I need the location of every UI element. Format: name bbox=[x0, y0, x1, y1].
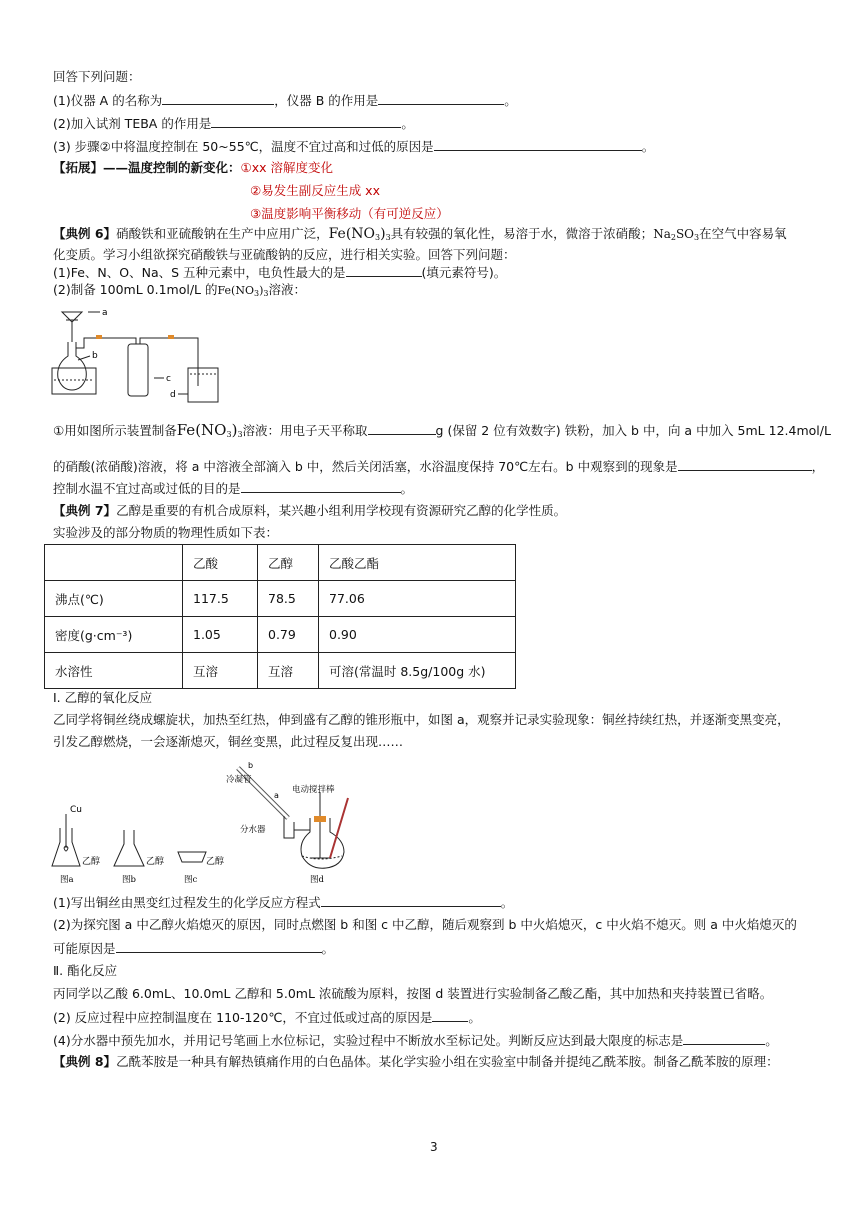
formula-part: 2 bbox=[670, 233, 676, 242]
answer-blank-limit-sign[interactable] bbox=[683, 1031, 765, 1045]
answer-blank-ex6-q1[interactable] bbox=[346, 263, 422, 277]
water-separator bbox=[284, 816, 294, 838]
formula-part: NO bbox=[235, 284, 254, 297]
table-cell: 互溶 bbox=[183, 653, 258, 689]
table-cell: 互溶 bbox=[258, 653, 319, 689]
label-c: c bbox=[166, 374, 171, 384]
dish-figure-c bbox=[178, 852, 206, 862]
example6-q1-text: (1)Fe、N、O、Na、S 五种元素中，电负性最大的是 bbox=[53, 265, 346, 280]
end-mark: 。 bbox=[321, 941, 335, 956]
q2-1-text-a: ①用如图所示装置制备 bbox=[53, 423, 177, 438]
formula-fe-no3-3: $Fe(NO_3)_3$ bbox=[328, 226, 391, 242]
formula-part: 3 bbox=[385, 233, 391, 242]
example8-label: 【典例 8】 bbox=[53, 1054, 117, 1069]
section1-q2-text: 可能原因是 bbox=[53, 941, 116, 956]
caption-fig-d: 图d bbox=[310, 875, 324, 885]
answer-blank-q3[interactable] bbox=[434, 137, 642, 151]
thermometer bbox=[330, 798, 348, 858]
table-cell: 77.06 bbox=[319, 581, 516, 617]
formula-fe-no3-3-small: $Fe(NO_3)_3$ bbox=[217, 284, 269, 298]
extension-label: 【拓展】——温度控制的新变化： bbox=[53, 160, 241, 175]
end-mark: 。 bbox=[468, 1010, 481, 1025]
example6-line1 bbox=[53, 225, 787, 247]
q2 bbox=[53, 114, 414, 133]
table-header-cell bbox=[45, 545, 183, 581]
q2-1-text-d: 的硝酸(浓硝酸)溶液，将 a 中溶液全部滴入 b 中，然后关闭活塞，水浴温度保持 70℃左右。b 中观察到的现象是 bbox=[53, 459, 678, 474]
example8-text: 乙酰苯胺是一种具有解热镇痛作用的白色晶体。某化学实验小组在实验室中制备并提纯乙酰苯胺。制备乙酰苯胺的原理： bbox=[116, 1054, 779, 1069]
example6-q2-1-line2 bbox=[53, 457, 824, 476]
q3 bbox=[53, 137, 654, 156]
example6-q1-tail: (填元素符号)。 bbox=[421, 265, 507, 280]
label-ethanol-b: 乙醇 bbox=[146, 857, 165, 867]
q2-text: (2)加入试剂 TEBA 的作用是 bbox=[53, 116, 212, 131]
section1-title: Ⅰ. 乙醇的氧化反应 bbox=[53, 690, 153, 705]
table-caption: 实验涉及的部分物质的物理性质如下表： bbox=[53, 525, 279, 540]
table-row bbox=[45, 581, 516, 617]
table-header-cell: 乙酸 bbox=[183, 545, 258, 581]
flask-figure-b bbox=[114, 830, 144, 866]
caption-fig-b: 图b bbox=[122, 875, 136, 885]
q-intro: 回答下列问题： bbox=[53, 69, 141, 84]
q3-text: (3) 步骤②中将温度控制在 50~55℃，温度不宜过高和过低的原因是 bbox=[53, 139, 434, 154]
formula-na2so3 bbox=[653, 227, 699, 241]
section2-q4 bbox=[53, 1031, 778, 1050]
label-ethanol-a: 乙醇 bbox=[82, 857, 101, 867]
extension-item-3: ③温度影响平衡移动（有可逆反应） bbox=[250, 206, 449, 221]
table-cell: 水溶性 bbox=[45, 653, 183, 689]
stopper bbox=[314, 816, 326, 822]
formula-part: SO bbox=[675, 227, 694, 241]
caption-fig-c: 图c bbox=[184, 875, 198, 885]
table-header-cell: 乙醇 bbox=[258, 545, 319, 581]
section2-q2 bbox=[53, 1008, 481, 1027]
rubber-tube bbox=[96, 335, 102, 339]
label-ethanol-c: 乙醇 bbox=[206, 857, 225, 867]
extension-item-1: ①xx 溶解度变化 bbox=[240, 160, 333, 175]
formula-part: NO bbox=[351, 226, 376, 242]
gas-bottle-c bbox=[128, 344, 148, 396]
table-cell: 可溶(常温时 8.5g/100g 水) bbox=[319, 653, 516, 689]
table-cell: 0.79 bbox=[258, 617, 319, 653]
answer-blank-phenomenon[interactable] bbox=[678, 457, 812, 471]
example7-label: 【典例 7】 bbox=[53, 503, 117, 518]
label-d: d bbox=[170, 390, 176, 400]
section1-paragraph2: 引发乙醇燃烧，一会逐渐熄灭，铜丝变黑，此过程反复出现…… bbox=[53, 734, 404, 749]
table-header-row bbox=[45, 545, 516, 581]
extension-line bbox=[53, 159, 333, 177]
section1-q2-line1: (2)为探究图 a 中乙醇火焰熄灭的原因，同时点燃图 b 和图 c 中乙醇，随后观察到 b 中火焰熄灭，c 中火焰不熄灭。则 a 中火焰熄灭的 bbox=[53, 917, 797, 932]
example6-text3: 在空气中容易氧 bbox=[699, 226, 787, 241]
q2-1-text-b: 溶液：用电子天平称取 bbox=[242, 423, 368, 438]
beaker-d bbox=[188, 368, 218, 402]
end-mark: 。 bbox=[400, 481, 414, 496]
table-row bbox=[45, 617, 516, 653]
answer-blank-iron-mass[interactable] bbox=[368, 421, 436, 435]
example6-q1 bbox=[53, 263, 506, 282]
section2-q4-text: (4)分水器中预先加水，并用记号笔画上水位标记，实验过程中不断放水至标记处。判断反应达到最大限度的标志是 bbox=[53, 1033, 684, 1048]
formula-part: Na bbox=[653, 227, 671, 241]
example6-text1: 硝酸铁和亚硫酸钠在生产中应用广泛， bbox=[116, 226, 329, 241]
formula-part: 3 bbox=[226, 430, 232, 439]
label-b: b bbox=[92, 351, 98, 361]
page-number: 3 bbox=[430, 1140, 438, 1154]
table-cell: 沸点(℃) bbox=[45, 581, 183, 617]
table-cell: 0.90 bbox=[319, 617, 516, 653]
label-cu: Cu bbox=[70, 805, 82, 815]
formula-part: Fe bbox=[176, 421, 196, 439]
section2-title: Ⅱ. 酯化反应 bbox=[53, 963, 118, 978]
formula-part: 3 bbox=[263, 289, 269, 298]
label-separator: 分水器 bbox=[240, 825, 266, 835]
example6-label: 【典例 6】 bbox=[53, 226, 117, 241]
table-cell: 117.5 bbox=[183, 581, 258, 617]
answer-blank-reason[interactable] bbox=[116, 939, 322, 953]
example6-q2-1-line1 bbox=[53, 421, 831, 444]
label-condenser: 冷凝管 bbox=[226, 775, 252, 785]
table-header-cell: 乙酸乙酯 bbox=[319, 545, 516, 581]
section2-q2-text: (2) 反应过程中应控制温度在 110-120℃，不宜过低或过高的原因是 bbox=[53, 1010, 433, 1025]
formula-part: 3 bbox=[253, 289, 260, 298]
caption-fig-a: 图a bbox=[60, 875, 74, 885]
example7-text: 乙醇是重要的有机合成原料，某兴趣小组利用学校现有资源研究乙醇的化学性质。 bbox=[116, 503, 567, 518]
answer-blank-q1b[interactable] bbox=[378, 91, 504, 105]
answer-blank-q1a[interactable] bbox=[162, 91, 274, 105]
formula-fe-no3-3-large: $Fe(NO_3)_3$ bbox=[176, 421, 243, 439]
end-mark: 。 bbox=[401, 116, 414, 131]
section1-q1-text: (1)写出铜丝由黑变红过程发生的化学反应方程式 bbox=[53, 895, 321, 910]
label-stirrer: 电动搅拌棒 bbox=[292, 785, 335, 795]
section1-q1 bbox=[53, 893, 513, 912]
q1-text-a: (1)仪器 A 的名称为 bbox=[53, 93, 163, 108]
label-a: a bbox=[102, 308, 108, 318]
q1-text-b: ，仪器 B 的作用是 bbox=[274, 93, 379, 108]
end-mark: 。 bbox=[641, 139, 655, 154]
fe-no3-apparatus-figure bbox=[48, 298, 228, 410]
formula-part: NO bbox=[201, 421, 227, 439]
table-cell: 密度(g·cm⁻³) bbox=[45, 617, 183, 653]
table-cell: 78.5 bbox=[258, 581, 319, 617]
answer-blank-purpose[interactable] bbox=[241, 479, 401, 493]
label-b-top: b bbox=[248, 761, 254, 770]
formula-part: Fe bbox=[217, 284, 232, 297]
example6-line2: 化变质。学习小组欲探究硝酸铁与亚硫酸钠的反应，进行相关实验。回答下列问题： bbox=[53, 247, 516, 262]
formula-part: 3 bbox=[694, 233, 700, 242]
label-a-fig-d: a bbox=[274, 791, 279, 800]
formula-part: 3 bbox=[237, 430, 243, 439]
flask-figure-d bbox=[301, 818, 344, 868]
end-mark: 。 bbox=[765, 1033, 778, 1048]
example7-line bbox=[53, 502, 566, 520]
section1-q2-line2 bbox=[53, 939, 334, 958]
answer-blank-temperature[interactable] bbox=[432, 1008, 468, 1022]
q2-1-text-c: g (保留 2 位有效数字) 铁粉，加入 b 中，向 a 中加入 5mL 12.4mol/L bbox=[435, 423, 831, 438]
table-row bbox=[45, 653, 516, 689]
q1 bbox=[53, 91, 517, 110]
properties-table bbox=[44, 544, 516, 689]
flask-b bbox=[58, 342, 87, 390]
example6-text2: 具有较强的氧化性，易溶于水，微溶于浓硝酸； bbox=[390, 226, 654, 241]
example6-q2-text: (2)制备 100mL 0.1mol/L 的 bbox=[53, 282, 218, 297]
q2-1-text-f: 控制水温不宜过高或过低的目的是 bbox=[53, 481, 241, 496]
ethanol-apparatus-figures bbox=[48, 758, 388, 888]
extension-item-2: ②易发生副反应生成 xx bbox=[250, 183, 380, 198]
end-mark: 。 bbox=[500, 895, 514, 910]
formula-part: Fe bbox=[328, 226, 346, 242]
answer-blank-equation[interactable] bbox=[321, 893, 501, 907]
q2-1-text-e: ， bbox=[811, 459, 825, 474]
section2-paragraph: 丙同学以乙酸 6.0mL、10.0mL 乙醇和 5.0mL 浓硫酸为原料，按图 d 装置进行实验制备乙酸乙酯，其中加热和夹持装置已省略。 bbox=[53, 986, 773, 1001]
example6-q2-tail: 溶液： bbox=[268, 282, 306, 297]
example6-q2-1-line3 bbox=[53, 479, 413, 498]
formula-part: 3 bbox=[375, 233, 381, 242]
end-mark: 。 bbox=[504, 93, 517, 108]
answer-blank-q2[interactable] bbox=[211, 114, 401, 128]
example8-line bbox=[53, 1053, 779, 1071]
section1-paragraph1: 乙同学将铜丝绕成螺旋状，加热至红热，伸到盛有乙醇的锥形瓶中，如图 a，观察并记录实验现象：铜丝持续红热，并逐渐变黑变亮， bbox=[53, 712, 790, 727]
table-cell: 1.05 bbox=[183, 617, 258, 653]
rubber-tube bbox=[168, 335, 174, 339]
